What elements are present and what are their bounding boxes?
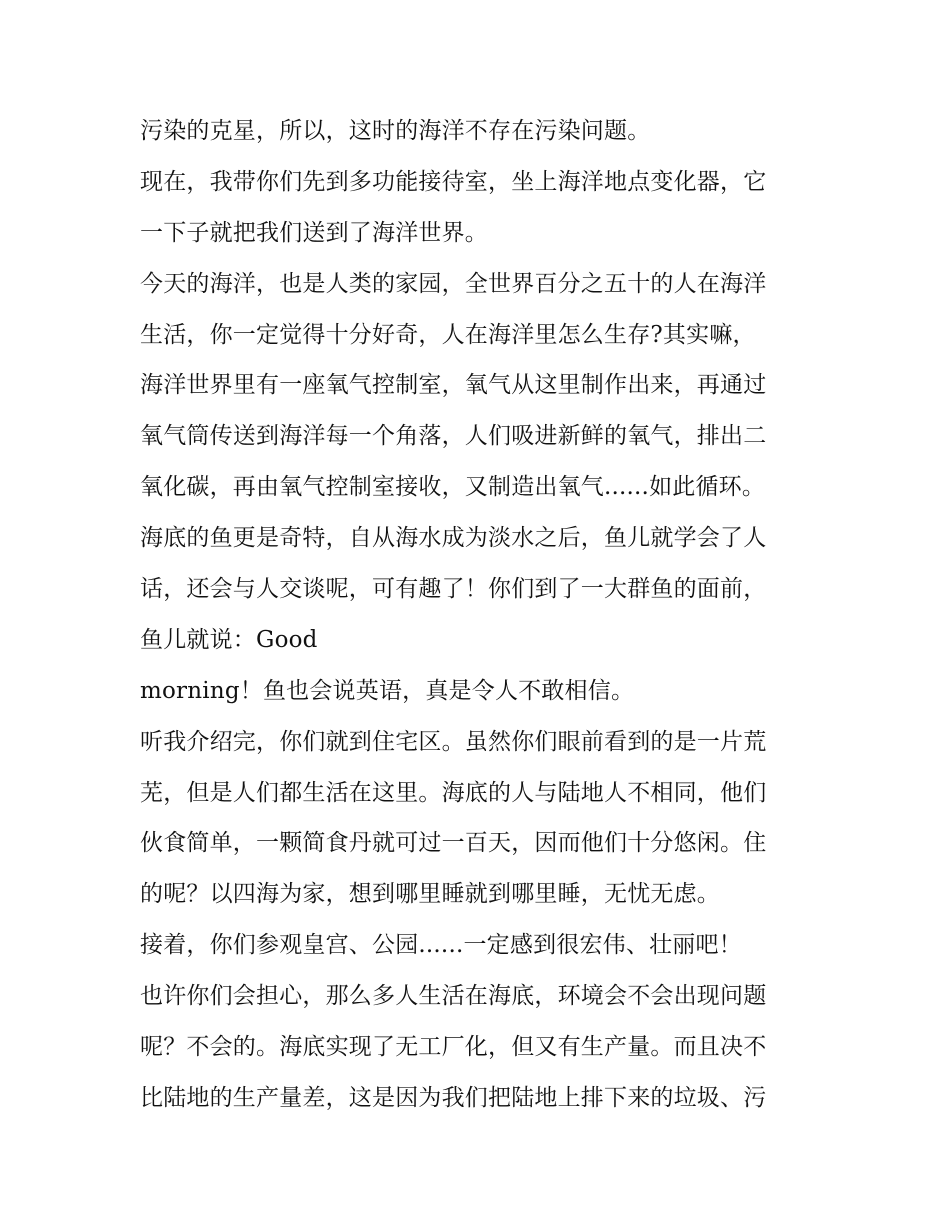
text-line: 芜，但是人们都生活在这里。海底的人与陆地人不相同，他们 [140, 779, 767, 806]
document-body [140, 106, 820, 1124]
text-line: 的呢？以四海为家，想到哪里睡就到哪里睡，无忧无虑。 [140, 881, 720, 908]
text-line: 呢？不会的。海底实现了无工厂化，但又有生产量。而且决不 [140, 1034, 767, 1061]
text-line: 接着，你们参观皇宫、公园......一定感到很宏伟、壮丽吧！ [140, 932, 742, 959]
text-line: 也许你们会担心，那么多人生活在海底，环境会不会出现问题 [140, 983, 767, 1010]
text-line: 海底的鱼更是奇特，自从海水成为淡水之后，鱼儿就学会了人 [140, 525, 767, 552]
text-line: 氧气筒传送到海洋每一个角落，人们吸进新鲜的氧气，排出二 [140, 423, 767, 450]
text-line: 听我介绍完，你们就到住宅区。虽然你们眼前看到的是一片荒 [140, 728, 767, 755]
text-line: 话，还会与人交谈呢，可有趣了！你们到了一大群鱼的面前， [140, 576, 767, 603]
text-line: 海洋世界里有一座氧气控制室，氧气从这里制作出来，再通过 [140, 372, 767, 399]
text-line: 氧化碳，再由氧气控制室接收，又制造出氧气......如此循环。 [140, 474, 766, 501]
text-line: 生活，你一定觉得十分好奇，人在海洋里怎么生存?其实嘛， [140, 321, 756, 348]
text-line: 现在，我带你们先到多功能接待室，坐上海洋地点变化器，它 [140, 168, 767, 195]
text-line: 伙食简单，一颗简食丹就可过一百天，因而他们十分悠闲。住 [140, 830, 767, 857]
text-line: morning！鱼也会说英语，真是令人不敢相信。 [140, 677, 635, 704]
text-line: 比陆地的生产量差，这是因为我们把陆地上排下来的垃圾、污 [140, 1084, 767, 1111]
text-line: 鱼儿就说：Good [140, 626, 318, 653]
text-line: 今天的海洋，也是人类的家园，全世界百分之五十的人在海洋 [140, 270, 767, 297]
text-line: 一下子就把我们送到了海洋世界。 [140, 219, 488, 246]
text-line: 污染的克星，所以，这时的海洋不存在污染问题。 [140, 118, 651, 144]
